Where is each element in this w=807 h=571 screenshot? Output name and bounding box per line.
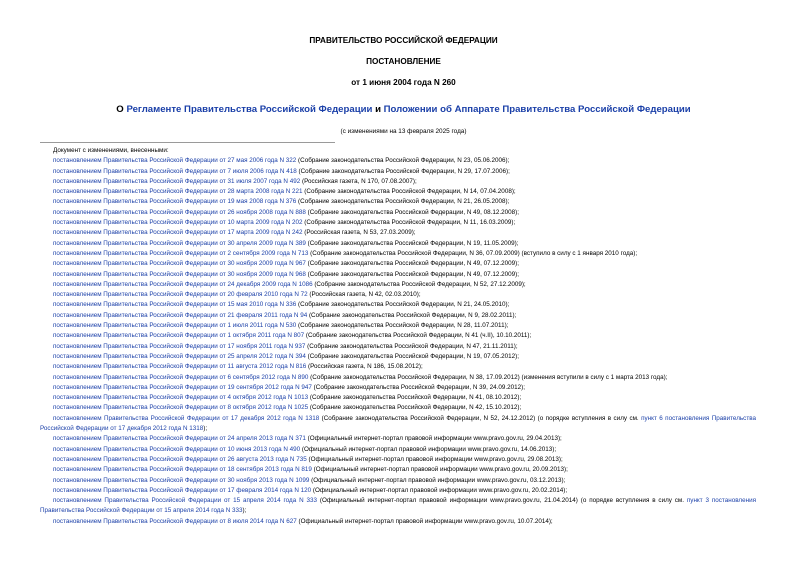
amendment-source: (Собрание законодательства Российской Федерации, N 21, 24.05.2010); [296,301,510,309]
amendment-item [53,321,756,331]
amendment-link[interactable]: постановлением Правительства Российской Федерации от 30 ноября 2009 года N 967 [53,260,306,268]
amendment-link[interactable]: постановлением Правительства Российской Федерации от 4 октября 2012 года N 1013 [53,394,309,402]
amendment-source: (Собрание законодательства Российской Федерации, N 41, 08.10.2012); [308,394,522,402]
amendment-source: (Собрание законодательства Российской Федерации, N 42, 15.10.2012); [308,404,522,412]
amendment-link[interactable]: постановлением Правительства Российской Федерации от 8 июля 2014 года N 627 [53,517,297,525]
amendment-link[interactable]: постановлением Правительства Российской Федерации от 20 февраля 2010 года N 72 [53,291,308,299]
amendment-item [53,455,756,465]
amendment-item [53,383,756,393]
amendment-source: (Официальный интернет-портал правовой информации www.pravo.gov.ru, 29.04.2013); [305,435,562,443]
amendment-item [53,156,756,166]
title-link-apparatus[interactable]: Положении об Аппарате Правительства Российской Федерации [383,104,691,115]
amendment-source: (Собрание законодательства Российской Федерации, N 49, 08.12.2008); [305,208,519,216]
amendment-source: (Собрание законодательства Российской Федерации, N 52, 27.12.2009); [312,280,526,288]
amendment-item [53,465,756,475]
amendment-item [53,218,756,228]
amendment-item [53,197,756,207]
amendment-item [53,177,756,187]
amendment-link[interactable]: постановлением Правительства Российской Федерации от 27 мая 2006 года N 322 [53,157,297,165]
amendment-source: (Собрание законодательства Российской Федерации, N 14, 07.04.2008); [302,188,516,196]
amendment-link[interactable]: постановлением Правительства Российской Федерации от 15 мая 2010 года N 336 [53,301,297,309]
amendment-close: ); [242,507,247,515]
amendment-item [53,331,756,341]
amendment-item [53,280,756,290]
amendment-source: (Российская газета, N 53, 27.03.2009); [302,229,416,237]
amendment-source: (Российская газета, N 170, 07.08.2007); [300,177,417,185]
amendment-link[interactable]: постановлением Правительства Российской Федерации от 10 июня 2013 года N 490 [53,445,301,453]
amendment-link[interactable]: постановлением Правительства Российской Федерации от 18 сентября 2013 года N 819 [53,466,312,474]
amendment-item [53,187,756,197]
amendment-item [53,445,756,455]
divider [40,142,335,143]
amendment-source: (Собрание законодательства Российской Федерации, N 19, 07.05.2012); [305,352,519,360]
amendment-source: (Собрание законодательства Российской Федерации, N 39, 24.09.2012); [311,383,526,391]
amendment-link[interactable]: постановлением Правительства Российской Федерации от 17 декабря 2012 года N 1318 [53,414,320,422]
amendment-link[interactable]: постановлением Правительства Российской Федерации от 8 октября 2012 года N 1025 [53,404,309,412]
amendment-source: (Собрание законодательства Российской Федерации, N 47, 21.11.2011); [305,342,518,350]
amendment-source: (Официальный интернет-портал правовой информации www.pravo.gov.ru, 03.12.2013); [309,476,566,484]
amendment-source: (Официальный интернет-портал правовой информации www.pravo.gov.ru, 14.06.2013); [300,445,557,453]
amendment-link[interactable]: постановлением Правительства Российской Федерации от 19 сентября 2012 года N 947 [53,383,312,391]
amendment-source: (Собрание законодательства Российской Федерации, N 41 (ч.II), 10.10.2011); [304,332,532,340]
title-middle: и [372,104,384,115]
amendment-source: (Собрание законодательства Российской Федерации, N 23, 05.06.2006); [296,157,510,165]
document-authority: ПРАВИТЕЛЬСТВО РОССИЙСКОЙ ФЕДЕРАЦИИ [309,36,498,45]
amendment-source: (Официальный интернет-портал правовой информации www.pravo.gov.ru, 20.02.2014); [311,486,568,494]
amendment-link[interactable]: постановлением Правительства Российской Федерации от 30 ноября 2009 года N 968 [53,270,306,278]
amendment-source: (Официальный интернет-портал правовой информации www.pravo.gov.ru, 20.09.2013); [311,466,568,474]
amendments-list [40,146,757,527]
amendment-item [53,342,756,352]
amendment-link[interactable]: постановлением Правительства Российской Федерации от 24 апреля 2013 года N 371 [53,435,306,443]
amendment-item [53,393,756,403]
document-date-number: от 1 июня 2004 года N 260 [351,78,456,87]
amendment-item [53,228,756,238]
amendment-item [53,259,756,269]
amendment-source: (Собрание законодательства Российской Федерации, N 28, 11.07.2011); [296,322,509,330]
amendments-intro: Документ с изменениями, внесенными: [53,147,169,154]
amendment-link[interactable]: постановлением Правительства Российской Федерации от 17 марта 2009 года N 242 [53,229,303,237]
title-prefix: О [116,104,127,115]
amendment-item [53,249,756,259]
amendment-link[interactable]: постановлением Правительства Российской Федерации от 6 сентября 2012 года N 890 [53,373,309,381]
amendment-effective-link[interactable]: пункт 6 постановления Правительства Российской Федерации от 17 декабря 2012 года N 1318 [40,414,756,433]
amendment-effective-link[interactable]: пункт 3 постановления Правительства Российской Федерации от 15 апреля 2014 года N 333 [40,497,757,515]
amendment-source: (Официальный интернет-портал правовой информации www.pravo.gov.ru, 29.08.2013); [306,455,563,463]
amendment-link[interactable]: постановлением Правительства Российской Федерации от 1 июля 2011 года N 530 [53,322,297,330]
amendment-source: (Собрание законодательства Российской Федерации, N 21, 26.05.2008); [296,198,510,206]
amendment-item [40,496,756,517]
amendment-link[interactable]: постановлением Правительства Российской Федерации от 1 октября 2011 года N 807 [53,332,305,340]
amendment-link[interactable]: постановлением Правительства Российской Федерации от 2 сентября 2009 года N 713 [53,249,309,257]
amendment-item [53,300,756,310]
amendment-item [53,208,756,218]
amendment-item [53,239,756,249]
amendment-link[interactable]: постановлением Правительства Российской Федерации от 21 февраля 2011 года N 94 [53,311,308,319]
amendment-item [53,311,756,321]
amendment-link[interactable]: постановлением Правительства Российской Федерации от 31 июля 2007 года N 492 [53,177,301,185]
amendment-item [53,517,756,527]
amendment-link[interactable]: постановлением Правительства Российской Федерации от 19 мая 2008 года N 376 [53,198,297,206]
amendment-link[interactable]: постановлением Правительства Российской Федерации от 28 марта 2008 года N 221 [53,188,303,196]
amendment-source: (Собрание законодательства Российской Федерации, N 49, 07.12.2009); [305,260,519,268]
amendment-link[interactable]: постановлением Правительства Российской Федерации от 15 апреля 2014 года N 333 [53,497,317,505]
amendment-source: (Собрание законодательства Российской Федерации, N 19, 11.05.2009); [305,239,519,247]
amendment-source: (Российская газета, N 42, 02.03.2010); [307,291,421,299]
amendment-source: (Собрание законодательства Российской Федерации, N 11, 16.03.2009); [302,219,516,227]
amendment-link[interactable]: постановлением Правительства Российской Федерации от 17 февраля 2014 года N 120 [53,486,312,494]
revision-note: (с изменениями на 13 февраля 2025 года) [340,128,467,135]
amendment-item [53,486,756,496]
amendment-item [53,362,756,372]
amendment-link[interactable]: постановлением Правительства Российской Федерации от 26 ноября 2008 года N 888 [53,208,306,216]
amendment-link[interactable]: постановлением Правительства Российской Федерации от 30 ноября 2013 года N 1099 [53,476,310,484]
amendment-link[interactable]: постановлением Правительства Российской Федерации от 25 апреля 2012 года N 394 [53,352,306,360]
title-link-reglament[interactable]: Регламенте Правительства Российской Федерации [126,104,373,115]
amendment-source: (Официальный интернет-портал правовой информации www.pravo.gov.ru, 10.07.2014); [296,517,553,525]
amendment-item [53,476,756,486]
amendment-item [53,352,756,362]
amendment-item [53,167,756,177]
amendment-item [53,434,756,444]
amendment-close: ); [203,425,208,433]
amendment-link[interactable]: постановлением Правительства Российской Федерации от 17 ноября 2011 года N 937 [53,342,306,350]
amendments-rows [40,156,757,527]
amendment-item [53,290,756,300]
amendment-source: (Собрание законодательства Российской Федерации, N 38, 17.09.2012) (изменения вступили в силу с 1 марта 2013 года); [308,373,668,381]
amendment-link[interactable]: постановлением Правительства Российской Федерации от 11 августа 2012 года N 816 [53,363,307,371]
amendment-link[interactable]: постановлением Правительства Российской Федерации от 26 августа 2013 года N 735 [53,455,307,463]
amendment-link[interactable]: постановлением Правительства Российской Федерации от 30 апреля 2009 года N 389 [53,239,306,247]
amendment-item [53,270,756,280]
amendment-source: (Официальный интернет-портал правовой информации www.pravo.gov.ru, 21.04.2014) (о порядке вступления в силу см. [317,497,687,505]
amendment-link[interactable]: постановлением Правительства Российской Федерации от 7 июля 2006 года N 418 [53,167,297,175]
amendment-item [53,373,756,383]
amendment-source: (Собрание законодательства Российской Федерации, N 29, 17.07.2006); [296,167,510,175]
amendment-source: (Собрание законодательства Российской Федерации, N 49, 07.12.2009); [305,270,519,278]
amendment-source: (Российская газета, N 186, 15.08.2012); [306,363,423,371]
amendment-source: (Собрание законодательства Российской Федерации, N 52, 24.12.2012) (о порядке вступления в силу см. [319,414,642,422]
amendment-link[interactable]: постановлением Правительства Российской Федерации от 10 марта 2009 года N 202 [53,219,303,227]
amendment-item [40,414,756,435]
document-type: ПОСТАНОВЛЕНИЕ [366,57,441,66]
amendment-link[interactable]: постановлением Правительства Российской Федерации от 24 декабря 2009 года N 1086 [53,280,313,288]
amendment-source: (Собрание законодательства Российской Федерации, N 9, 28.02.2011); [307,311,517,319]
amendment-item [53,403,756,413]
document-title [0,104,807,115]
amendment-source: (Собрание законодательства Российской Федерации, N 36, 07.09.2009) (вступило в силу с 1 января 2010 года); [308,249,638,257]
